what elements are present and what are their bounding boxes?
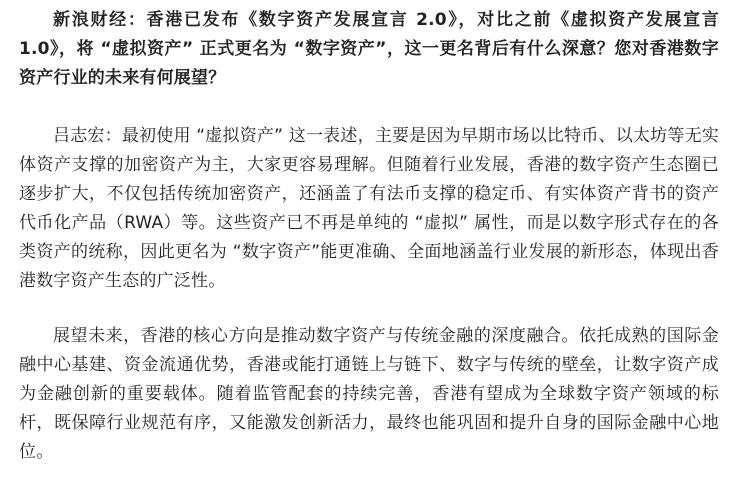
interview-question: 新浪财经：香港已发布《数字资产发展宣言 2.0》，对比之前《虚拟资产发展宣言 1.0》，将 “虚拟资产” 正式更名为 “数字资产”，这一更名背后有什么深意？您对香港数字资产行业的未来有何展望？ (19, 10, 719, 88)
answer-paragraph-2: 展望未来，香港的核心方向是推动数字资产与传统金融的深度融合。依托成熟的国际金融中心基建、资金流通优势，香港或能打通链上与链下、数字与传统的壁垒，让数字资产成为金融创新的重要载体。随着监管配套的持续完善，香港有望成为全球数字资产领域的标杆，既保障行业规范有序，又能激发创新活力，最终也能巩固和提升自身的国际金融中心地位。 (19, 326, 719, 462)
answer-paragraph-1: 吕志宏：最初使用 “虚拟资产” 这一表述，主要是因为早期市场以比特币、以太坊等无实体资产支撑的加密资产为主，大家更容易理解。但随着行业发展，香港的数字资产生态圈已逐步扩大，不仅包括传统加密资产，还涵盖了有法币支撑的稳定币、有实体资产背书的资产代币化产品（RWA）等。这些资产已不再是单纯的 “虚拟” 属性，而是以数字形式存在的各类资产的统称，因此更名为 “数字资产”能更准确、全面地涵盖行业发展的新形态，体现出香港数字资产生态的广泛性。 (19, 126, 719, 291)
